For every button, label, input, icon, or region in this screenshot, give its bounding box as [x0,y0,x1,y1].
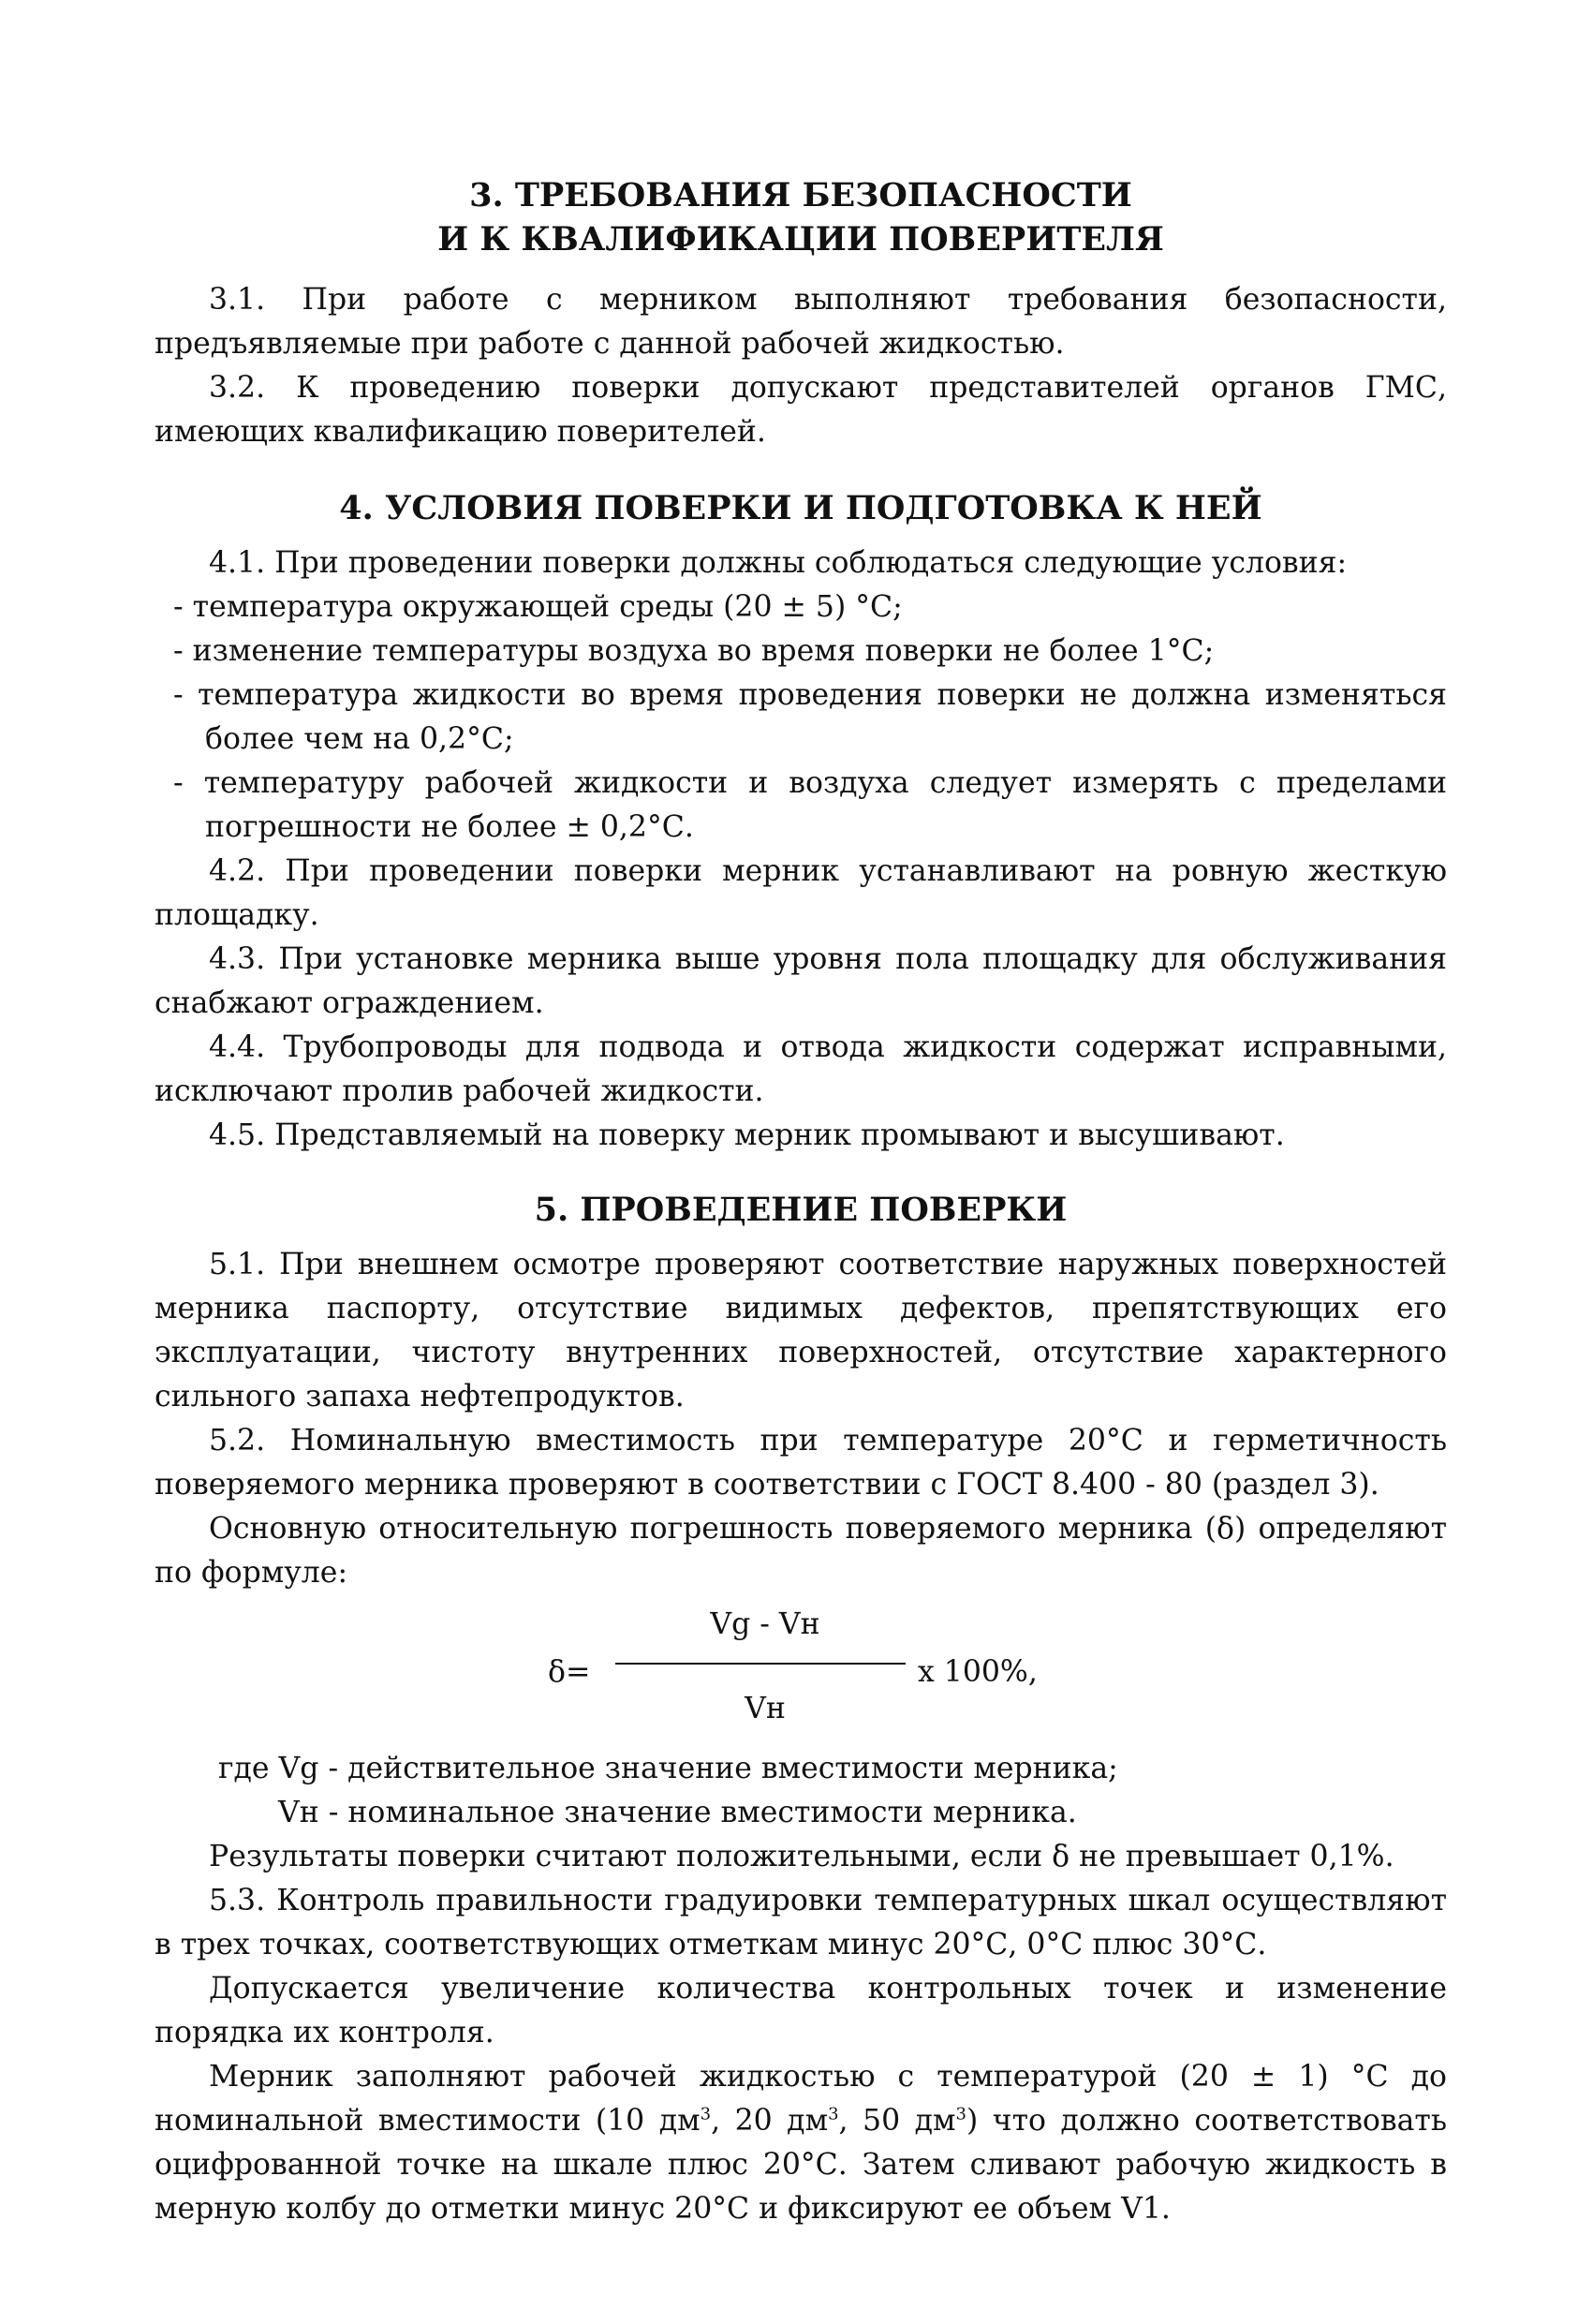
formula-multiplier: x 100%, [918,1655,1038,1689]
formula-lhs: δ= [548,1655,591,1689]
paragraph-4-4: 4.4. Трубопроводы для подвода и отвода жидкости содержат исправными, исключают пролив рабочей жидкости. [155,1030,1447,1108]
section-4-title: 4. УСЛОВИЯ ПОВЕРКИ И ПОДГОТОВКА К НЕЙ [339,489,1262,527]
paragraph-4-3: 4.3. При установке мерника выше уровня пола площадку для обслуживания снабжают ограждением. [155,942,1447,1020]
paragraph-3-1: 3.1. При работе с мерником выполняют требования безопасности, предъявляемые при работе с данной рабочей жидкостью. [155,283,1447,361]
document-page [155,173,1447,2231]
paragraph-formula-intro: Основную относительную погрешность поверяемого мерника (δ) определяют по формуле: [155,1512,1447,1590]
section-3-title-line-2: И К КВАЛИФИКАЦИИ ПОВЕРИТЕЛЯ [437,220,1164,259]
condition-item-2: - изменение температуры воздуха во время поверки не более 1°С; [173,634,1215,668]
section-5-title: 5. ПРОВЕДЕНИЕ ПОВЕРКИ [534,1191,1068,1229]
paragraph-5-1: 5.1. При внешнем осмотре проверяют соответствие наружных поверхностей мерника паспорту, отсутствие видимых дефектов, препятствующих его эксплуатации, чистоту внутренних поверхностей, отсутствие характерного сильного запаха нефтепродуктов. [155,1248,1447,1414]
paragraph-5-3: 5.3. Контроль правильности градуировки температурных шкал осуществляют в трех точках, соответствующих отметкам минус 20°С, 0°С плюс 30°С. [155,1884,1447,1961]
fill-text-c: , 50 дм [838,2104,956,2138]
condition-item-3: - температура жидкости во время проведения поверки не должна изменяться более чем на 0,2°С; [173,678,1447,756]
fill-sup-3: 3 [955,2104,966,2124]
condition-item-4: - температуру рабочей жидкости и воздуха следует измерять с пределами погрешности не более ± 0,2°С. [173,766,1447,844]
paragraph-control-points: Допускается увеличение количества контрольных точек и изменение порядка их контроля. [155,1972,1447,2050]
formula-where-1: где Vg - действительное значение вместимости мерника; [218,1752,1118,1785]
error-formula [155,1597,1447,1747]
paragraph-fill-procedure [155,2055,1447,2231]
formula-where-2: Vн - номинальное значение вместимости мерника. [278,1796,1077,1829]
fill-text-a: Мерник заполняют рабочей жидкостью с температурой (20 ± 1) °С до номинальной вместимости (10 дм [155,2060,1447,2138]
formula-denominator: Vн [745,1692,786,1725]
paragraph-4-5: 4.5. Представляемый на поверку мерник промывают и высушивают. [209,1118,1285,1152]
formula-numerator: Vg - Vн [710,1607,820,1641]
paragraph-5-2: 5.2. Номинальную вместимость при температуре 20°С и герметичность поверяемого мерника проверяют в соответствии с ГОСТ 8.400 - 80 (раздел 3). [155,1424,1447,1502]
fill-sup-1: 3 [700,2104,712,2124]
paragraph-4-2: 4.2. При проведении поверки мерник устанавливают на ровную жесткую площадку. [155,854,1447,932]
fill-text-b: , 20 дм [711,2104,829,2138]
fill-sup-2: 3 [828,2104,839,2124]
paragraph-result: Результаты поверки считают положительными, если δ не превышает 0,1%. [209,1840,1394,1873]
fill-text-d: ) что должно соответствовать оцифрованной точке на шкале плюс 20°С. Затем сливают рабочую жидкость в мерную колбу до отметки минус 20°С и фиксируют ее объем V1. [155,2104,1447,2226]
paragraph-3-2: 3.2. К проведению поверки допускают представителей органов ГМС, имеющих квалификацию поверителей. [155,371,1447,449]
section-3-title-line-1: 3. ТРЕБОВАНИЯ БЕЗОПАСНОСТИ [469,176,1132,215]
paragraph-4-1: 4.1. При проведении поверки должны соблюдаться следующие условия: [209,546,1348,580]
condition-item-1: - температура окружающей среды (20 ± 5) °С; [173,590,903,624]
formula-fraction-bar [615,1663,906,1665]
